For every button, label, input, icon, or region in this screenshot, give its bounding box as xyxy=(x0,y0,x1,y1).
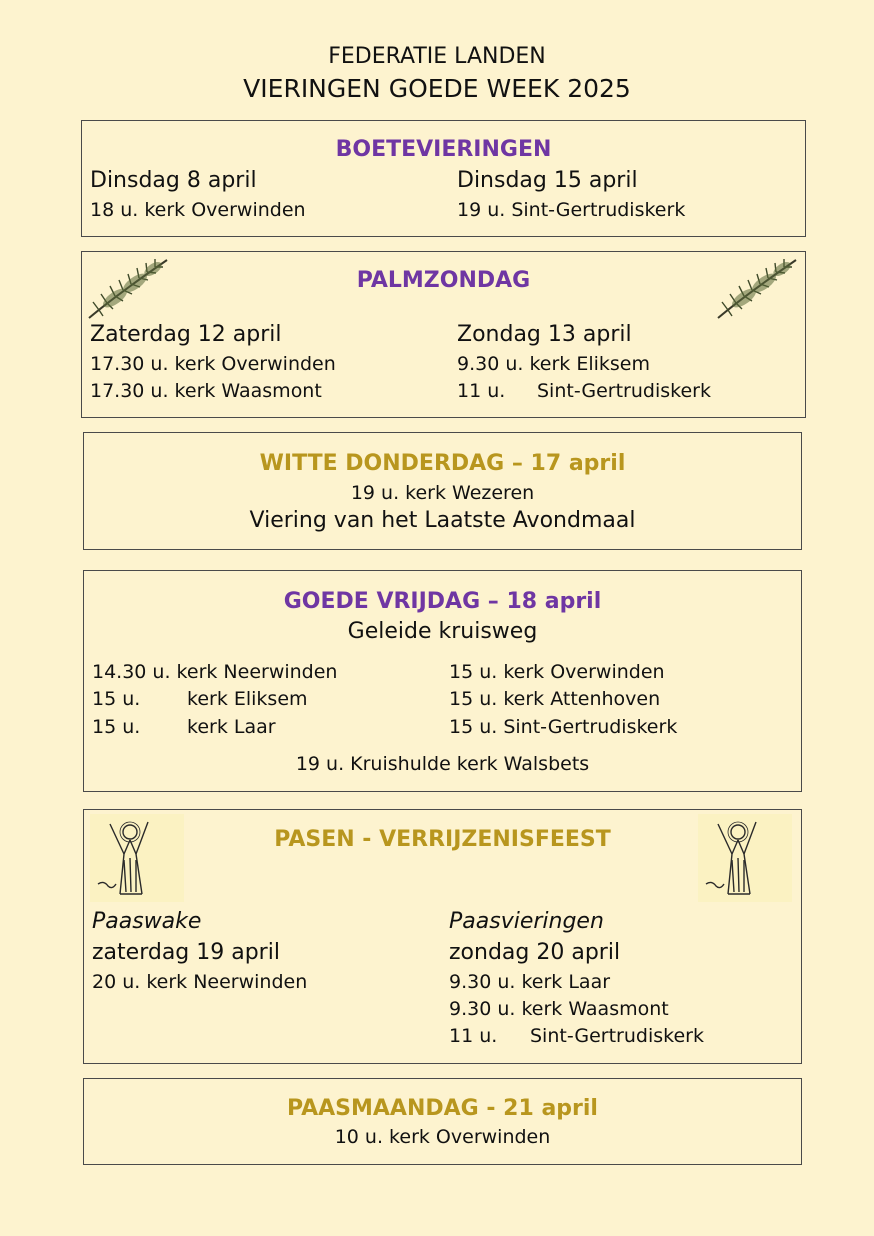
pasen-left-heading: Paaswake xyxy=(92,909,202,934)
pasen-left-line1: 20 u. kerk Neerwinden xyxy=(92,971,308,993)
pasen-right-line3-time: 11 u. xyxy=(449,1025,498,1047)
palm-left-line2: 17.30 u. kerk Waasmont xyxy=(90,380,322,402)
boete-section xyxy=(81,120,806,237)
pasen-section xyxy=(83,809,802,1064)
header-line1: FEDERATIE LANDEN xyxy=(328,44,546,69)
vrijdag-left-line2-place: kerk Eliksem xyxy=(187,688,308,710)
pasen-right-heading: Paasvieringen xyxy=(449,909,604,934)
witte-section xyxy=(83,432,802,550)
witte-line1: 19 u. kerk Wezeren xyxy=(350,482,535,504)
vrijdag-left-line3-time: 15 u. xyxy=(92,716,141,738)
boete-left-date: Dinsdag 8 april xyxy=(90,168,257,193)
pasen-right-line1: 9.30 u. kerk Laar xyxy=(449,971,611,993)
palm-right-line2-place: Sint-Gertrudiskerk xyxy=(537,380,711,402)
maandag-line1: 10 u. kerk Overwinden xyxy=(334,1126,551,1148)
vrijdag-left-line1: 14.30 u. kerk Neerwinden xyxy=(92,661,338,683)
palm-right-line2-time: 11 u. xyxy=(457,380,506,402)
pasen-right-line2: 9.30 u. kerk Waasmont xyxy=(449,998,669,1020)
maandag-section xyxy=(83,1078,802,1165)
vrijdag-left-line2-time: 15 u. xyxy=(92,688,141,710)
vrijdag-right-line2: 15 u. kerk Attenhoven xyxy=(449,688,661,710)
boete-title: BOETEVIERINGEN xyxy=(335,137,552,162)
palm-right-line1: 9.30 u. kerk Eliksem xyxy=(457,353,650,375)
vrijdag-right-line3: 15 u. Sint-Gertrudiskerk xyxy=(449,716,678,738)
vrijdag-right-line1: 15 u. kerk Overwinden xyxy=(449,661,665,683)
palm-section xyxy=(81,251,806,418)
vrijdag-subtitle: Geleide kruisweg xyxy=(347,619,538,644)
boete-right-line1: 19 u. Sint-Gertrudiskerk xyxy=(457,199,686,221)
vrijdag-section xyxy=(83,570,802,792)
pasen-right-date: zondag 20 april xyxy=(449,940,621,965)
pasen-left-date: zaterdag 19 april xyxy=(92,940,280,965)
page-title: VIERINGEN GOEDE WEEK 2025 xyxy=(243,74,631,103)
witte-title: WITTE DONDERDAG – 17 april xyxy=(259,451,626,476)
vrijdag-title: GOEDE VRIJDAG – 18 april xyxy=(283,589,602,614)
boete-left-line1: 18 u. kerk Overwinden xyxy=(90,199,306,221)
pasen-title: PASEN - VERRIJZENISFEEST xyxy=(274,827,611,852)
palm-title: PALMZONDAG xyxy=(356,268,531,293)
boete-right-date: Dinsdag 15 april xyxy=(457,168,638,193)
vrijdag-left-line3-place: kerk Laar xyxy=(187,716,276,738)
vrijdag-bottom: 19 u. Kruishulde kerk Walsbets xyxy=(295,753,590,775)
witte-line2: Viering van het Laatste Avondmaal xyxy=(249,508,636,533)
pasen-right-line3-place: Sint-Gertrudiskerk xyxy=(530,1025,704,1047)
palm-right-date: Zondag 13 april xyxy=(457,322,632,347)
maandag-title: PAASMAANDAG - 21 april xyxy=(287,1096,598,1121)
palm-left-line1: 17.30 u. kerk Overwinden xyxy=(90,353,336,375)
palm-left-date: Zaterdag 12 april xyxy=(90,322,282,347)
